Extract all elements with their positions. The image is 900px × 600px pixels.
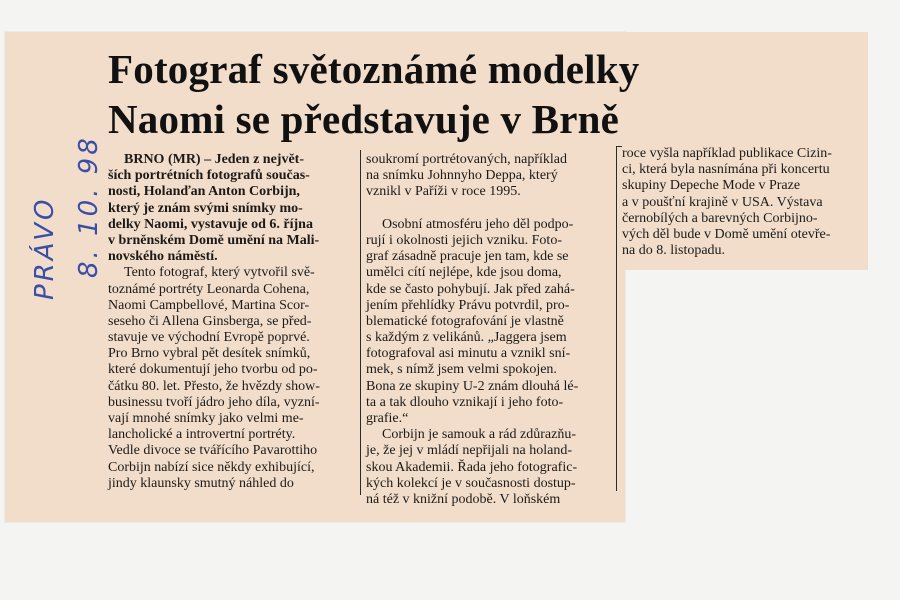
- headline-line-2: Naomi se představuje v Brně: [108, 96, 620, 142]
- article-line: je, že jej v mládí nepřijali na holand-: [366, 443, 573, 459]
- article-line: roce vyšla například publikace Cizin-: [622, 146, 832, 161]
- column-divider-2: [616, 146, 617, 491]
- article-line: graf zásadně pracuje jen tam, kde se: [366, 249, 569, 265]
- article-headline: [108, 44, 868, 144]
- article-line: grafie.“: [366, 411, 409, 426]
- article-line: na snímku Johnnyho Deppa, který: [366, 168, 558, 184]
- article-line: Corbijn je samouk a rád zdůrazňu-: [382, 427, 576, 443]
- article-line: vých děl bude v Domě umění otevře-: [622, 226, 831, 242]
- article-line: ších portrétních fotografů součas-: [108, 168, 310, 184]
- article-line: čátku 80. let. Přesto, že hvězdy show-: [108, 378, 320, 394]
- column-divider-3: [616, 146, 622, 147]
- article-line: černobílých a barevných Corbijno-: [622, 210, 818, 226]
- article-column-3: [622, 146, 866, 259]
- article-line: kde se často pohybují. Jak před zahá-: [366, 281, 575, 297]
- article-line: Corbijn nabízí sice někdy exhibující,: [108, 459, 315, 475]
- article-line: Tento fotograf, který vytvořil svě-: [124, 265, 315, 281]
- article-line: soukromí portrétovaných, například: [366, 152, 568, 167]
- article-line: rují i okolnosti jejich vzniku. Foto-: [366, 232, 562, 248]
- headline-line-1: Fotograf světoznámé modelky: [108, 46, 640, 92]
- article-line: které dokumentují jeho tvorbu od po-: [108, 362, 318, 378]
- article-line: Bona ze skupiny U-2 znám dlouhá lé-: [366, 378, 579, 394]
- article-line: businessu tvoří jádro jeho díla, vyzní-: [108, 394, 320, 410]
- article-line: Osobní atmosféru jeho děl podpo-: [382, 216, 574, 232]
- article-line: na do 8. listopadu.: [622, 243, 726, 259]
- article-line: Naomi Campbellové, Martina Scor-: [108, 297, 310, 313]
- article-line: [366, 201, 610, 217]
- article-column-2: [366, 152, 610, 508]
- article-column-1: [108, 152, 353, 492]
- handwritten-date: 8. 10. 98: [74, 135, 104, 278]
- article-line: seseho či Allena Ginsberga, se před-: [108, 313, 312, 329]
- article-line: umělci cítí nejlépe, kde jsou doma,: [366, 265, 562, 281]
- article-line: a v poušťní krajině v USA. Výstava: [622, 194, 823, 210]
- article-line: Pro Brno vybral pět desítek snímků,: [108, 346, 311, 362]
- article-line: kých kolekcí je v současnosti dostup-: [366, 475, 576, 491]
- article-line: vznikl v Paříži v roce 1995.: [366, 184, 521, 200]
- article-line: stavuje ve východní Evropě poprvé.: [108, 330, 310, 346]
- article-line: ta a tak dlouho vznikají i jeho foto-: [366, 394, 564, 410]
- article-line: jením přehlídky Právu potvrdil, pro-: [366, 297, 570, 313]
- article-line: delky Naomi, vystavuje od 6. října: [108, 216, 313, 232]
- article-line: skupiny Depeche Mode v Praze: [622, 178, 801, 194]
- article-line: nosti, Holanďan Anton Corbijn,: [108, 184, 300, 200]
- article-line: lancholické a introvertní portréty.: [108, 427, 296, 443]
- article-line: jindy klaunsky smutný náhled do: [108, 475, 294, 491]
- article-line: ci, která byla nasnímána při koncertu: [622, 162, 830, 178]
- article-line: který je znám svými snímky mo-: [108, 200, 303, 216]
- handwritten-source: PRÁVO: [30, 196, 60, 300]
- article-line: novského náměstí.: [108, 249, 218, 265]
- article-line: fotografoval asi minutu a vznikl sní-: [366, 346, 571, 362]
- article-line: blematické fotografování je vlastně: [366, 313, 564, 329]
- article-line: vají mnohé snímky jako velmi me-: [108, 411, 304, 426]
- column-divider-1: [360, 150, 361, 495]
- article-line: toznámé portréty Leonarda Cohena,: [108, 281, 310, 297]
- article-line: ná též v knižní podobě. V loňském: [366, 491, 561, 507]
- article-line: Vedle divoce se tvářícího Pavarottiho: [108, 443, 318, 459]
- article-line: BRNO (MR) – Jeden z největ-: [124, 152, 305, 167]
- article-line: mek, s nímž jsem velmi spokojen.: [366, 362, 557, 378]
- article-line: v brněnském Domě umění na Mali-: [108, 232, 320, 248]
- article-line: s každým z velikánů. „Jaggera jsem: [366, 330, 567, 346]
- article-line: skou Akademii. Řada jeho fotografic-: [366, 459, 578, 475]
